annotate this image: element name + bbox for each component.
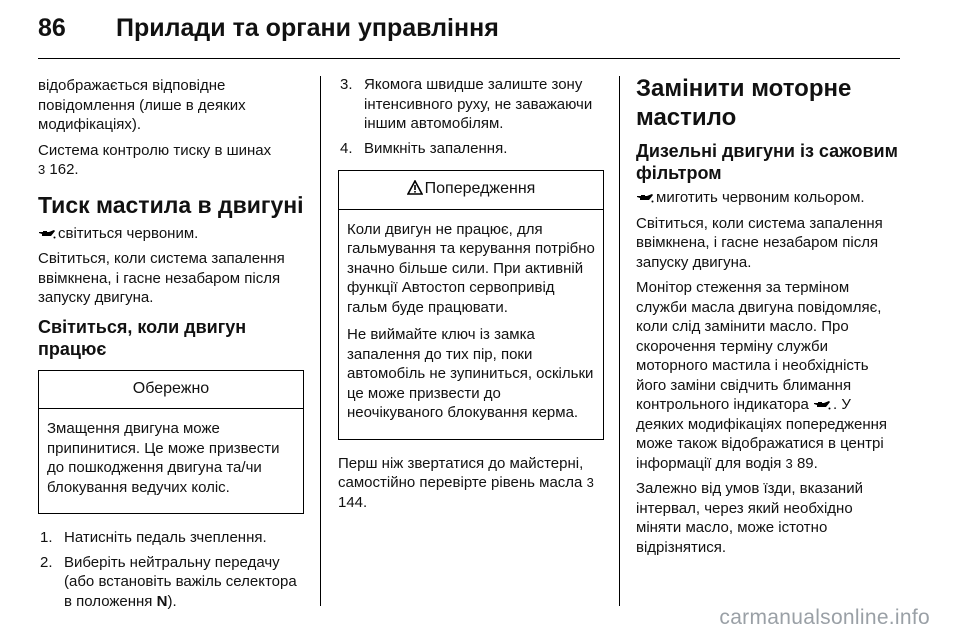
- warning-title: Попередження: [424, 180, 536, 197]
- header-rule: [38, 58, 900, 59]
- subsection-heading: Світиться, коли двигун працює: [38, 316, 247, 359]
- column-middle: [338, 75, 604, 518]
- paragraph: миготить червоним кольором.: [636, 188, 902, 208]
- oil-can-icon: [813, 400, 831, 410]
- list-item: 4. Вимкніть запалення.: [340, 139, 508, 157]
- column-divider: [619, 76, 620, 606]
- oil-can-icon: [636, 193, 654, 203]
- paragraph: Система контролю тиску в шинах 3 162.: [38, 141, 272, 178]
- oil-can-icon: [38, 229, 56, 239]
- column-left: [38, 76, 304, 616]
- page-link[interactable]: 89.: [796, 454, 818, 472]
- page-header: [0, 0, 960, 58]
- steps-list: [38, 528, 304, 611]
- caution-box: [38, 370, 304, 515]
- paragraph: відображається відповідне повідомлення (лише в деяких модифікаціях).: [38, 77, 246, 133]
- list-item: 3. Якомога швидше залиште зону інтенсивного руху, не заважаючи іншим автомобілям.: [340, 76, 593, 132]
- page-link[interactable]: 162.: [49, 161, 79, 178]
- column-divider: [320, 76, 321, 606]
- caution-text: Змащення двигуна може припинитися. Це може призвести до пошкодження двигуна та/чи блокування ведучих коліс.: [47, 420, 280, 496]
- page-link[interactable]: 144.: [338, 493, 368, 511]
- column-right: [636, 74, 902, 563]
- warning-box: [338, 170, 604, 440]
- paragraph: світиться червоним.: [38, 224, 304, 244]
- warning-text: Не виймайте ключ із замка запалення до тих пір, поки автомобіль не зупиниться, оскільки це може призвести до неочікуваного блокування керма.: [347, 326, 594, 421]
- caution-title: Обережно: [39, 371, 303, 410]
- reference-arrow-icon: 3: [586, 475, 594, 490]
- watermark: carmanualsonline.info: [719, 606, 930, 629]
- paragraph: Перш ніж звертатися до майстерні, самостійно перевірте рівень масла 3 144.: [338, 454, 594, 511]
- reference-arrow-icon: 3: [38, 162, 46, 177]
- warning-text: Коли двигун не працює, для гальмування та керування потрібно значно більше сили. При активній функції Автостоп сервопривід гальм буде працювати.: [347, 220, 595, 316]
- list-item: 2. Виберіть нейтральну передачу (або встановіть важіль селектора в положення N).: [40, 553, 297, 610]
- paragraph: Світиться, коли система запалення ввімкнена, і гасне незабаром після запуску двигуна.: [38, 250, 285, 306]
- subsection-heading: Дизельні двигуни із сажовим фільтром: [636, 141, 898, 183]
- steps-list: [338, 75, 604, 158]
- page-number: 86: [38, 14, 66, 42]
- section-heading: Тиск мастила в двигуні: [38, 191, 304, 218]
- list-item: 1. Натисніть педаль зчеплення.: [40, 529, 267, 546]
- paragraph: Залежно від умов їзди, вказаний інтервал, через який необхідно міняти масло, може істотно відрізнятися.: [636, 480, 863, 556]
- paragraph: Світиться, коли система запалення ввімкнена, і гасне незабаром після запуску двигуна.: [636, 214, 883, 271]
- reference-arrow-icon: 3: [785, 455, 793, 471]
- warning-header: [339, 171, 603, 210]
- paragraph: Монітор стеження за терміном служби масла двигуна повідомляє, коли слід замінити масло. Про скорочення терміну служби моторного мастила і необхідність його заміни свідчить блимання контрольного індикатора . У деяких модифікаціях попередження може також відображатися в центрі інформації для водія 3 89.: [636, 279, 888, 472]
- warning-triangle-icon: [407, 180, 423, 195]
- page-title: Прилади та органи управління: [116, 14, 499, 42]
- section-heading: Замінити моторне мастило: [636, 75, 852, 131]
